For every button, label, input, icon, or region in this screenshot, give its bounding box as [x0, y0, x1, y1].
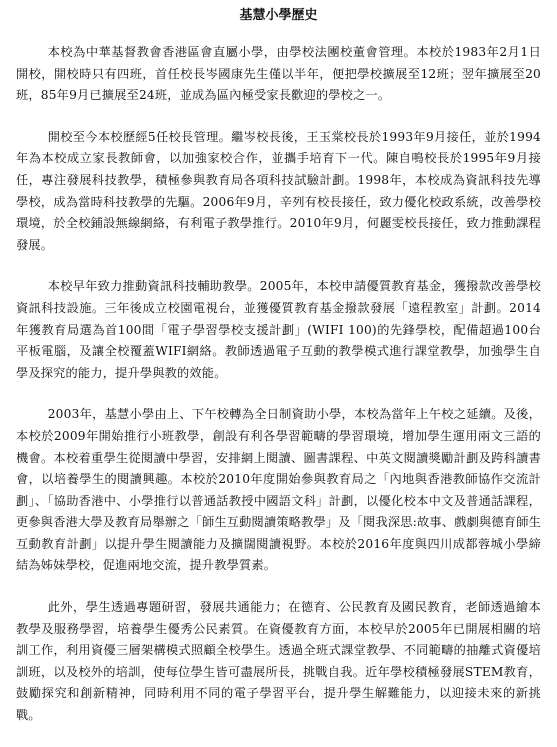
paragraph-whole-day-school: 2003年，基慧小學由上、下午校轉為全日制資助小學，本校為當年上午校之延續。及後，本校於2009年開始推行小班教學，創設有利各學習範疇的學習環境，增加學生運用兩文三語的機會。本校着重學生從閱讀中學習，安排網上閱讀、圖書課程、中英文閱讀獎勵計劃及跨科讀書會，以培養學生的閱讀興趣。本校於2010年度開始參與教育局之「內地與香港教師協作交流計劃」、「協助香港中、小學推行以普通話教授中國語文科」計劃，以優化校本中文及普通話課程，更參與香港大學及教育局舉辦之「師生互動閱讀策略教學」及「閱我深思:故事、戲劇與德育師生互動教育計劃」以提升學生閱讀能力及擴闊閱讀視野。本校於2016年度與四川成都蓉城小學締結為姊妹學校，促進兩地交流，提升教學質素。	[16, 407, 541, 573]
paragraph-gifted-stem: 此外，學生透過專題研習，發展共通能力；在德育、公民教育及國民教育，老師透過繪本教學及服務學習，培養學生優秀公民素質。在資優教育方面，本校早於2005年已開展相關的培訓工作，利用資優三層架構模式照顧全校學生。透過全班式課堂教學、不同範疇的抽離式資優培訓班，以及校外的培訓，使每位學生皆可盡展所長，挑戰自我。近年學校積極發展STEM教育，鼓勵探究和創新精神，同時利用不同的電子學習平台，提升學生解難能力，以迎接未來的新挑戰。	[16, 600, 541, 723]
paragraph-it-education: 本校早年致力推動資訊科技輔助教學。2005年，本校申請優質教育基金，獲撥款改善學校資訊科技設施。三年後成立校園電視台，並獲優質教育基金撥款發展「遠程教室」計劃。2014年獲教育局選為首100間「電子學習學校支援計劃」(WIFI 100)的先鋒學校，配備超過100台平板電腦，及讓全校覆蓋WIFI網絡。教師透過電子互動的教學模式進行課堂教學，加強學生自學及探究的能力，提升學與教的效能。	[16, 279, 541, 380]
paragraph-founding: 本校為中華基督教會香港區會直屬小學，由學校法團校董會管理。本校於1983年2月1日開校，開校時只有四班，首任校長岑國康先生僅以半年，便把學校擴展至12班；翌年擴展至20班，85年9月已擴展至24班，並成為區內極受家長歡迎的學校之一。	[16, 45, 541, 103]
document-title: 基慧小學歷史	[239, 8, 318, 23]
paragraph-principals: 開校至今本校歷經5任校長管理。繼岑校長後，王玉棠校長於1993年9月接任，並於1994年為本校成立家長教師會，以加強家校合作，並攜手培育下一代。陳自鳴校長於1995年9月接任，專注發展科技教學，積極參與教育局各項科技試驗計劃。1998年，本校成為資訊科技先導學校，成為當時科技教學的先驅。2006年9月，辛列有校長接任，致力優化校政系統，改善學校環境，於全校鋪設無線網絡，有利電子教學推行。2010年9月，何麗雯校長接任，致力推動課程發展。	[16, 129, 541, 252]
